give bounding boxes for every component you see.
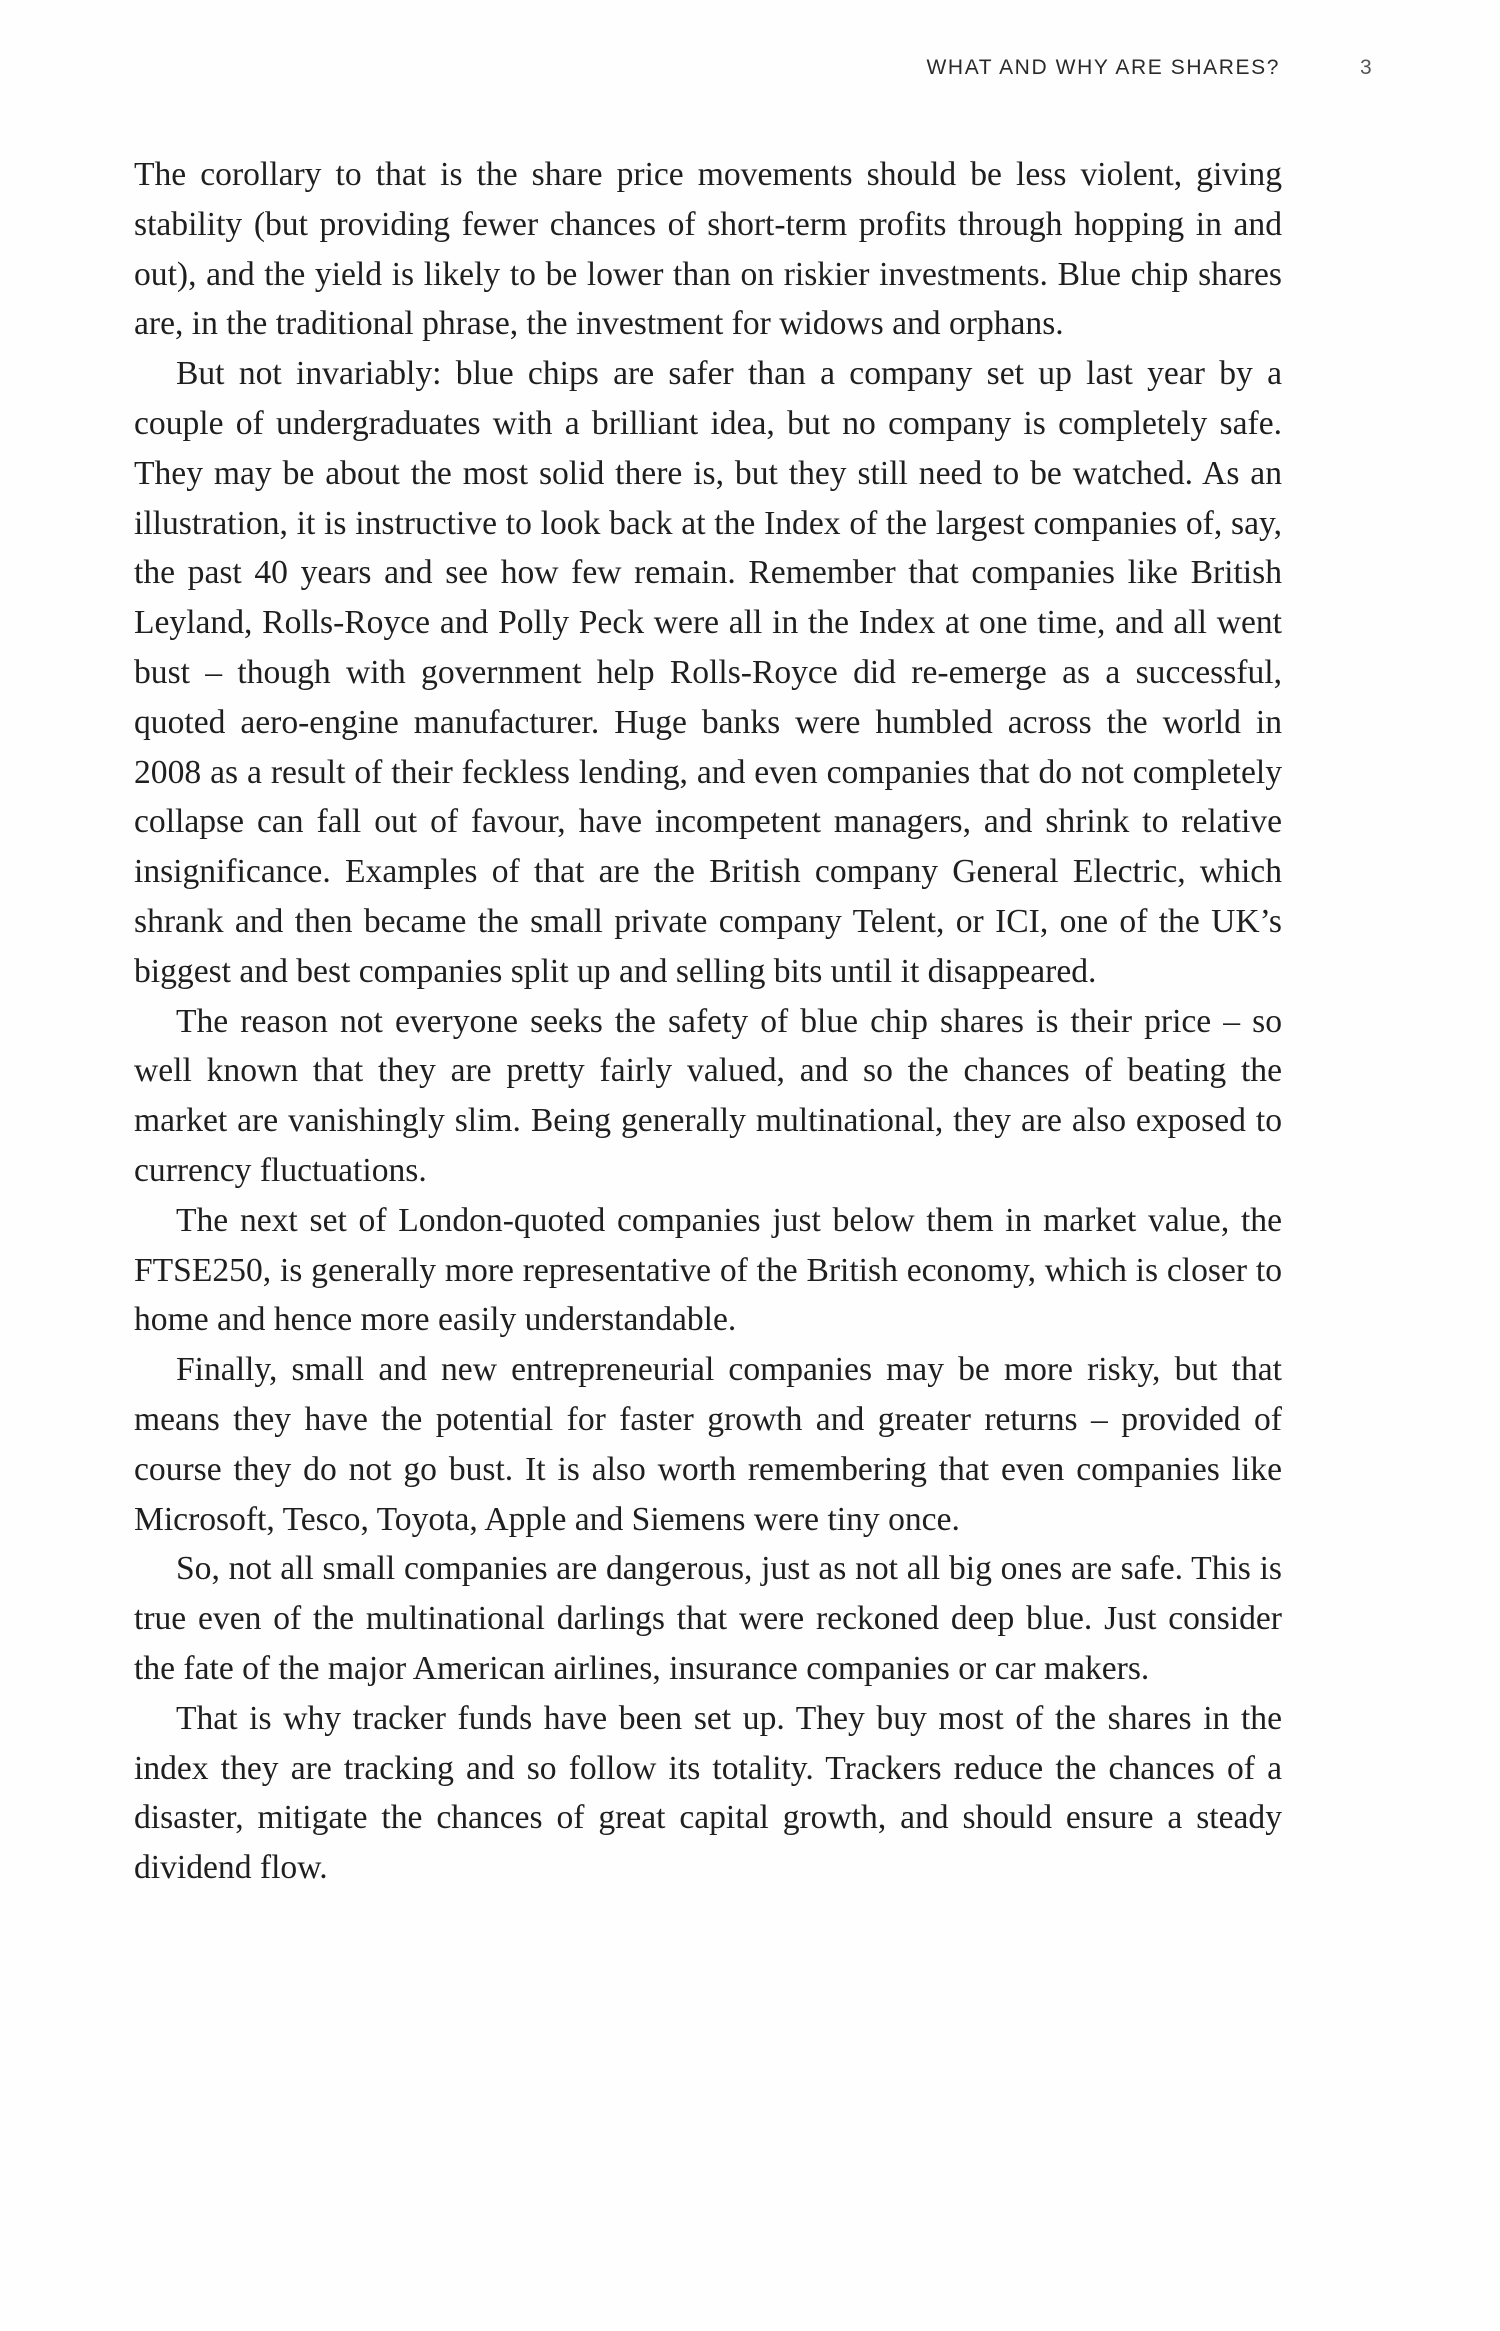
paragraph: So, not all small companies are dangerous, just as not all big ones are safe. This is true even of the multinational darlings that were reckoned deep blue. Just consider the fate of the major American airlines, insurance companies or car makers. xyxy=(134,1550,1282,1687)
paragraph: Finally, small and new entrepreneurial companies may be more risky, but that means they have the potential for faster growth and greater returns – provided of course they do not go bust. It is also worth remembering that even companies like Microsoft, Tesco, Toyota, Apple and Siemens were tiny once. xyxy=(134,1351,1282,1538)
paragraph: That is why tracker funds have been set up. They buy most of the shares in the index they are tracking and so follow its totality. Trackers reduce the chances of a disaster, mitigate the chances of great capital growth, and should ensure a steady dividend flow. xyxy=(134,1699,1282,1887)
paragraph: The next set of London-quoted companies just below them in market value, the FTSE250, is generally more representative of the British economy, which is closer to home and hence more easily understandable. xyxy=(134,1201,1282,1339)
running-head xyxy=(0,52,1500,92)
paragraph: The corollary to that is the share price movements should be less violent, giving stability (but providing fewer chances of short-term profits through hopping in and out), and the yield is likely to be lower than on riskier investments. Blue chip shares are, in the traditional phrase, the investment for widows and orphans. xyxy=(134,156,1282,343)
body-text xyxy=(134,150,1282,1893)
running-head-title: WHAT AND WHY ARE SHARES? xyxy=(926,56,1280,79)
page-number: 3 xyxy=(1360,56,1374,79)
paragraph: The reason not everyone seeks the safety of blue chip shares is their price – so well known that they are pretty fairly valued, and so the chances of beating the market are vanishingly slim. Being generally multinational, they are also exposed to currency fluctuations. xyxy=(134,1002,1282,1189)
paragraph: But not invariably: blue chips are safer than a company set up last year by a couple of undergraduates with a brilliant idea, but no company is completely safe. They may be about the most solid there is, but they still need to be watched. As an illustration, it is instructive to look back at the Index of the largest companies of, say, the past 40 years and see how few remain. Remember that companies like British Leyland, Rolls-Royce and Polly Peck were all in the Index at one time, and all went bust – though with government help Rolls-Royce did re-emerge as a successful, quoted aero-engine manufacturer. Huge banks were humbled across the world in 2008 as a result of their feckless lending, and even companies that do not completely collapse can fall out of favour, have incompetent managers, and shrink to relative insignificance. Examples of that are the British company General Electric, which shrank and then became the small private company Telent, or ICI, one of the UK’s biggest and best companies split up and selling bits until it disappeared. xyxy=(134,355,1282,990)
